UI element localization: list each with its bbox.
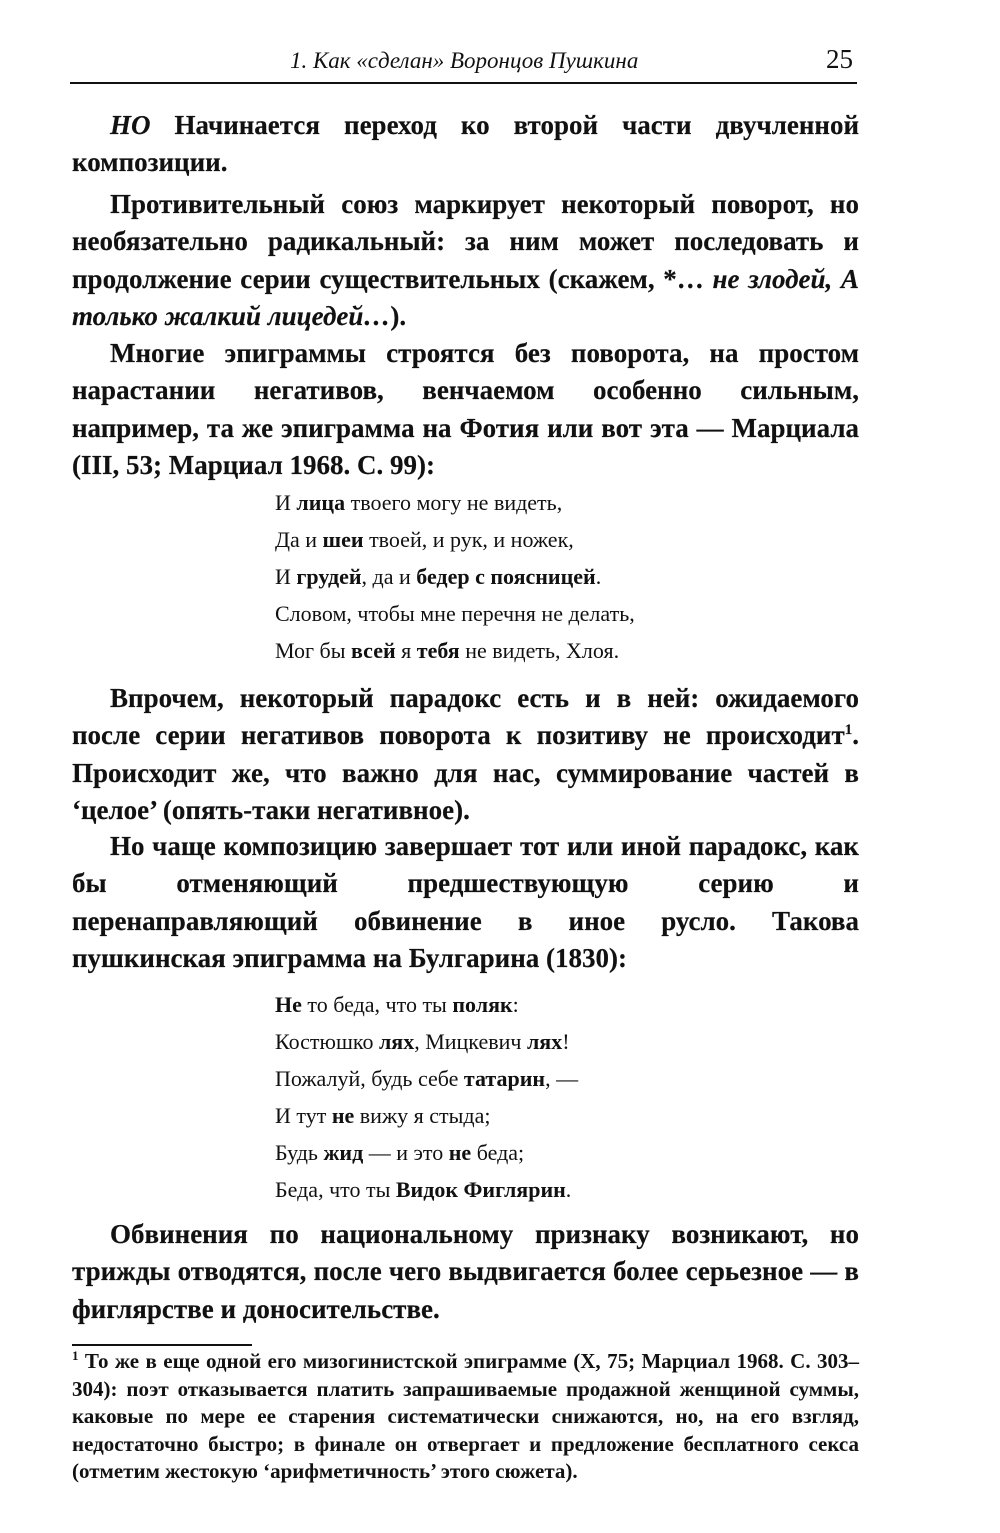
running-head [70,40,857,84]
paragraph-3 [72,335,859,485]
verse-line: Словом, чтобы мне перечня не делать, [275,601,635,626]
marker-no: НО [110,110,151,140]
verse-line: Мог бы всей я тебя не видеть, Хлоя. [275,638,620,663]
paragraph-3-text: Многие эпиграммы строятся без поворота, на простом нарастании негативов, венчаемом особенно сильным, например, та же эпиграмма на Фотия или вот эта — Марциала (III, 53; Марциал 1968. С. 99): [72,338,859,481]
paragraph-6-text: Обвинения по национальному признаку возникают, но трижды отводятся, после чего выдвигается более серьезное — в фиглярстве и доносительстве. [72,1219,859,1324]
verse-line: Будь жид — и это не беда; [275,1140,525,1165]
paragraph-6 [72,1216,859,1328]
paragraph-2-text: Противительный союз маркирует некоторый поворот, но необязательно радикальный: за ним может последовать и продолжение серии существительных (скажем, *… [72,189,859,294]
verse-line: Пожалуй, будь себе татарин, — [275,1066,579,1091]
paragraph-4-text: Впрочем, некоторый парадокс есть и в ней: ожидаемого после серии негативов поворота к позитиву не происходит [72,683,859,751]
verse-line: И тут не вижу я стыда; [275,1103,491,1128]
verse-line: Костюшко лях, Мицкевич лях! [275,1029,570,1054]
verse-line: Беда, что ты Видок Фиглярин. [275,1177,572,1202]
paragraph-4 [72,680,859,830]
page-number: 25 [826,44,853,74]
paragraph-4-tail: . Происходит же, что важно для нас, суммирование частей в ‘целое’ (опять-таки негативное). [72,720,859,826]
footnote-reference[interactable]: 1 [844,722,853,739]
paragraph-1-text: Начинается переход ко второй части двучленной композиции. [72,110,859,178]
epigram-martial [275,484,635,669]
verse-line: И грудей, да и бедер с поясницей. [275,564,602,589]
paragraph-2-tail: ). [390,301,407,332]
footnote-marker: 1 [72,1348,79,1363]
chapter-title: 1. Как «сделан» Воронцов Пушкина [290,48,639,73]
paragraph-5 [72,828,859,978]
footnote-text: То же в еще одной его мизогинистской эпиграмме (X, 75; Марциал 1968. С. 303–304): поэт отказывается платить запрашиваемые продажной женщиной суммы, каковые по мере ее старения систематически снижаются, но, на его взгляд, недостаточно быстро; в финале он отвергает и предложение бесплатного секса (отметим жестокую ‘арифметичность’ этого сюжета). [72,1349,859,1483]
paragraph-5-text: Но чаще композицию завершает тот или иной парадокс, как бы отменяющий предшествующую серию и перенаправляющий обвинение в иное русло. Такова пушкинская эпиграмма на Булгарина (1830): [72,831,859,974]
paragraph-1 [72,107,859,182]
verse-line: И лица твоего могу не видеть, [275,490,563,515]
verse-line: Не то беда, что ты поляк: [275,992,519,1017]
paragraph-2 [72,186,859,336]
paragraph-2-italic-quote: не злодей, А только жалкий лицедей… [72,263,859,332]
epigram-bulgarin [275,986,578,1208]
verse-line: Да и шеи твоей, и рук, и ножек, [275,527,574,552]
footnote [72,1348,859,1486]
footnote-divider [72,1344,252,1346]
